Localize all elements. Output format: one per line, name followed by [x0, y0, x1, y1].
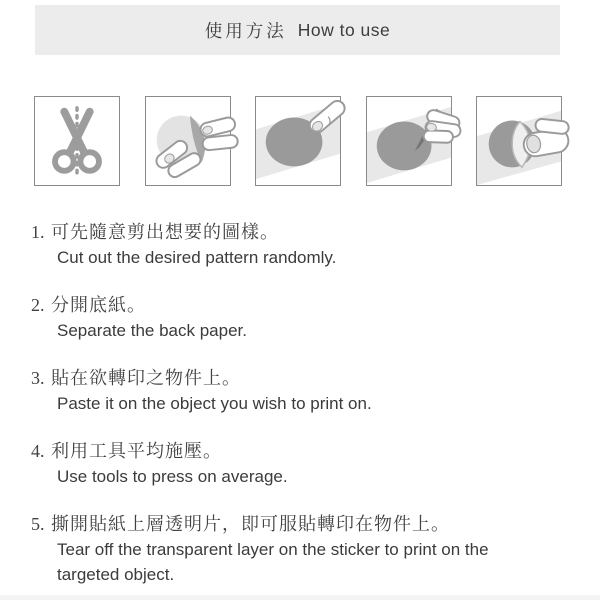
step5-illustration-box	[476, 96, 562, 186]
header-title-zh: 使用方法	[204, 20, 287, 41]
step-text-en: Tear off the transparent layer on the sticker to print on the targeted object.	[57, 540, 489, 584]
step1-illustration-box	[34, 96, 120, 186]
step-text-zh: 分開底紙。	[51, 295, 146, 315]
step-text-en: Paste it on the object you wish to print on.	[57, 394, 372, 413]
step-item-4	[31, 438, 579, 489]
step-text-zh: 可先隨意剪出想要的圖樣。	[51, 222, 279, 242]
press-with-tool-icon	[367, 97, 451, 185]
scissors-cut-icon	[35, 97, 119, 185]
step-text-zh: 利用工具平均施壓。	[51, 441, 222, 461]
step-number: 3.	[31, 368, 45, 388]
paste-on-object-icon	[256, 97, 340, 185]
next-section-edge	[0, 595, 600, 600]
instruction-icons-row	[34, 96, 562, 186]
step4-illustration-box	[366, 96, 452, 186]
step-item-5	[31, 511, 579, 587]
separate-back-paper-icon	[146, 97, 230, 185]
step-text-zh: 撕開貼紙上層透明片，即可服貼轉印在物件上。	[51, 514, 450, 534]
step-number: 2.	[31, 295, 45, 315]
tear-off-transparent-layer-icon	[477, 97, 561, 185]
step-number: 4.	[31, 441, 45, 461]
step2-illustration-box	[145, 96, 231, 186]
step-text-en: Separate the back paper.	[57, 321, 247, 340]
instruction-steps-list	[31, 219, 579, 600]
header-title-en: How to use	[297, 19, 391, 40]
step-item-1	[31, 219, 579, 270]
step-number: 1.	[31, 222, 45, 242]
how-to-use-header	[35, 5, 560, 55]
step-text-en: Use tools to press on average.	[57, 467, 288, 486]
step-text-en: Cut out the desired pattern randomly.	[57, 248, 337, 267]
step-item-2	[31, 292, 579, 343]
pattern-circle	[376, 121, 431, 170]
step-text-zh: 貼在欲轉印之物件上。	[51, 368, 241, 388]
step-item-3	[31, 365, 579, 416]
step3-illustration-box	[255, 96, 341, 186]
step-number: 5.	[31, 514, 45, 534]
